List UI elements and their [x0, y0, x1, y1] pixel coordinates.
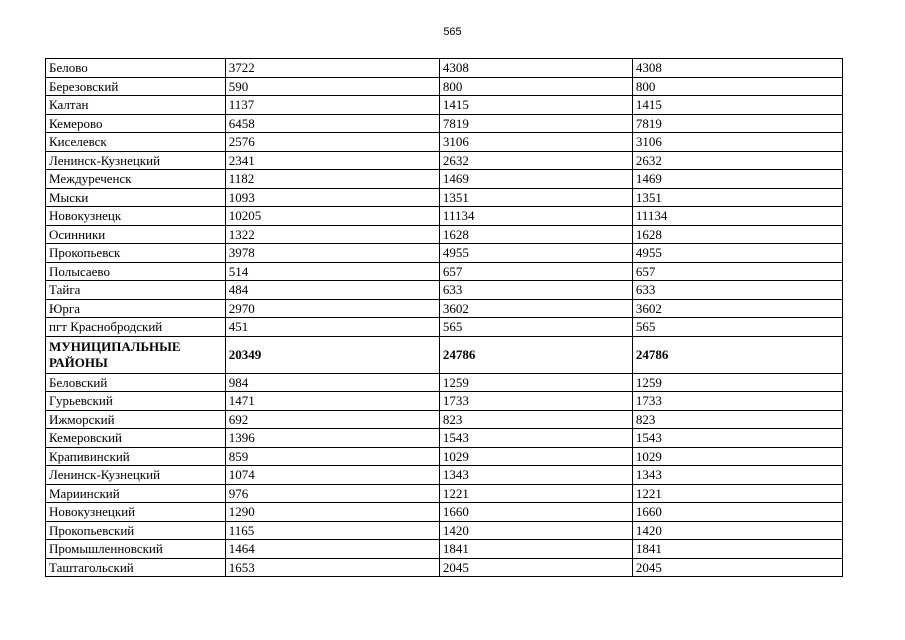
row-value-2: 2632: [439, 151, 632, 170]
row-name: Таштагольский: [46, 558, 226, 577]
row-value-2: 800: [439, 77, 632, 96]
table-row: [46, 133, 843, 152]
table-row: [46, 392, 843, 411]
row-value-1: 1464: [225, 540, 439, 559]
table-row: [46, 558, 843, 577]
row-value-1: 1396: [225, 429, 439, 448]
row-value-1: 484: [225, 281, 439, 300]
row-value-3: 4955: [632, 244, 842, 263]
row-name: Гурьевский: [46, 392, 226, 411]
row-name: пгт Краснобродский: [46, 318, 226, 337]
row-value-3: 1221: [632, 484, 842, 503]
row-value-2: 633: [439, 281, 632, 300]
row-value-3: 1841: [632, 540, 842, 559]
table-row: [46, 77, 843, 96]
row-value-1: 1290: [225, 503, 439, 522]
row-name: Полысаево: [46, 262, 226, 281]
row-value-2: 1415: [439, 96, 632, 115]
table-row: [46, 429, 843, 448]
row-value-1: 2970: [225, 299, 439, 318]
row-name: Мариинский: [46, 484, 226, 503]
row-name: Ленинск-Кузнецкий: [46, 151, 226, 170]
table-row: [46, 373, 843, 392]
row-value-2: 1628: [439, 225, 632, 244]
row-value-1: 514: [225, 262, 439, 281]
row-value-3: 1415: [632, 96, 842, 115]
row-value-2: 565: [439, 318, 632, 337]
table-row: [46, 484, 843, 503]
row-value-3: 4308: [632, 59, 842, 78]
page-number: 565: [443, 26, 462, 38]
row-value-3: 1469: [632, 170, 842, 189]
row-value-3: 1259: [632, 373, 842, 392]
table-row: [46, 318, 843, 337]
row-value-1: 2576: [225, 133, 439, 152]
table-row: [46, 447, 843, 466]
row-name: Новокузнецкий: [46, 503, 226, 522]
table-row: [46, 299, 843, 318]
row-value-2: 1469: [439, 170, 632, 189]
row-name: Юрга: [46, 299, 226, 318]
row-value-2: 1259: [439, 373, 632, 392]
row-value-3: 1543: [632, 429, 842, 448]
row-value-3: 565: [632, 318, 842, 337]
row-name: Ижморский: [46, 410, 226, 429]
row-name: Междуреченск: [46, 170, 226, 189]
table-row: [46, 114, 843, 133]
row-value-1: 451: [225, 318, 439, 337]
row-value-2: 1841: [439, 540, 632, 559]
row-value-1: 1653: [225, 558, 439, 577]
row-value-2: 1029: [439, 447, 632, 466]
row-value-3: 1343: [632, 466, 842, 485]
row-value-3: 2632: [632, 151, 842, 170]
row-name: Промышленновский: [46, 540, 226, 559]
row-value-1: 590: [225, 77, 439, 96]
row-value-2: 1543: [439, 429, 632, 448]
table-row: [46, 503, 843, 522]
row-value-3: 11134: [632, 207, 842, 226]
row-value-3: 1733: [632, 392, 842, 411]
row-name: Ленинск-Кузнецкий: [46, 466, 226, 485]
row-value-2: 3106: [439, 133, 632, 152]
row-name: Кемерово: [46, 114, 226, 133]
row-value-1: 1322: [225, 225, 439, 244]
table-row: [46, 540, 843, 559]
row-value-1: 2341: [225, 151, 439, 170]
table-row: [46, 521, 843, 540]
row-value-3: 1660: [632, 503, 842, 522]
row-value-3: 823: [632, 410, 842, 429]
row-name: Березовский: [46, 77, 226, 96]
table-row: [46, 244, 843, 263]
table-row: [46, 262, 843, 281]
section-value-3: 24786: [632, 336, 842, 373]
section-value-2: 24786: [439, 336, 632, 373]
row-value-3: 3106: [632, 133, 842, 152]
row-value-1: 10205: [225, 207, 439, 226]
row-value-3: 1351: [632, 188, 842, 207]
row-value-2: 657: [439, 262, 632, 281]
section-name: МУНИЦИПАЛЬНЫЕ РАЙОНЫ: [46, 336, 226, 373]
table-row: [46, 188, 843, 207]
row-value-1: 6458: [225, 114, 439, 133]
row-value-3: 657: [632, 262, 842, 281]
row-value-3: 633: [632, 281, 842, 300]
row-value-3: 2045: [632, 558, 842, 577]
table-row: [46, 207, 843, 226]
row-name: Киселевск: [46, 133, 226, 152]
row-value-1: 692: [225, 410, 439, 429]
row-value-2: 1221: [439, 484, 632, 503]
row-name: Осинники: [46, 225, 226, 244]
row-value-2: 1351: [439, 188, 632, 207]
table-row: [46, 151, 843, 170]
row-value-2: 1660: [439, 503, 632, 522]
table-row: [46, 59, 843, 78]
data-table: [45, 58, 843, 577]
row-value-1: 1471: [225, 392, 439, 411]
row-value-1: 1182: [225, 170, 439, 189]
row-value-2: 1420: [439, 521, 632, 540]
table-row: [46, 225, 843, 244]
row-value-1: 3722: [225, 59, 439, 78]
table-row: [46, 170, 843, 189]
row-name: Калтан: [46, 96, 226, 115]
row-value-2: 823: [439, 410, 632, 429]
row-value-1: 1093: [225, 188, 439, 207]
row-value-3: 1420: [632, 521, 842, 540]
row-name: Беловский: [46, 373, 226, 392]
row-name: Белово: [46, 59, 226, 78]
row-value-1: 984: [225, 373, 439, 392]
row-value-2: 4955: [439, 244, 632, 263]
row-value-3: 7819: [632, 114, 842, 133]
table-row: [46, 466, 843, 485]
row-name: Мыски: [46, 188, 226, 207]
row-name: Крапивинский: [46, 447, 226, 466]
table-row: [46, 281, 843, 300]
row-value-2: 7819: [439, 114, 632, 133]
row-value-3: 800: [632, 77, 842, 96]
row-value-3: 1628: [632, 225, 842, 244]
row-value-3: 1029: [632, 447, 842, 466]
row-name: Новокузнецк: [46, 207, 226, 226]
table-row: [46, 96, 843, 115]
row-value-2: 3602: [439, 299, 632, 318]
row-value-1: 976: [225, 484, 439, 503]
row-value-1: 859: [225, 447, 439, 466]
row-name: Прокопьевский: [46, 521, 226, 540]
row-value-3: 3602: [632, 299, 842, 318]
row-value-1: 3978: [225, 244, 439, 263]
row-value-1: 1165: [225, 521, 439, 540]
section-row-municipal: [46, 336, 843, 373]
row-value-2: 2045: [439, 558, 632, 577]
row-name: Кемеровский: [46, 429, 226, 448]
row-value-1: 1074: [225, 466, 439, 485]
row-value-2: 1733: [439, 392, 632, 411]
row-value-2: 4308: [439, 59, 632, 78]
row-name: Тайга: [46, 281, 226, 300]
section-value-1: 20349: [225, 336, 439, 373]
row-value-2: 11134: [439, 207, 632, 226]
row-name: Прокопьевск: [46, 244, 226, 263]
row-value-2: 1343: [439, 466, 632, 485]
table-row: [46, 410, 843, 429]
row-value-1: 1137: [225, 96, 439, 115]
